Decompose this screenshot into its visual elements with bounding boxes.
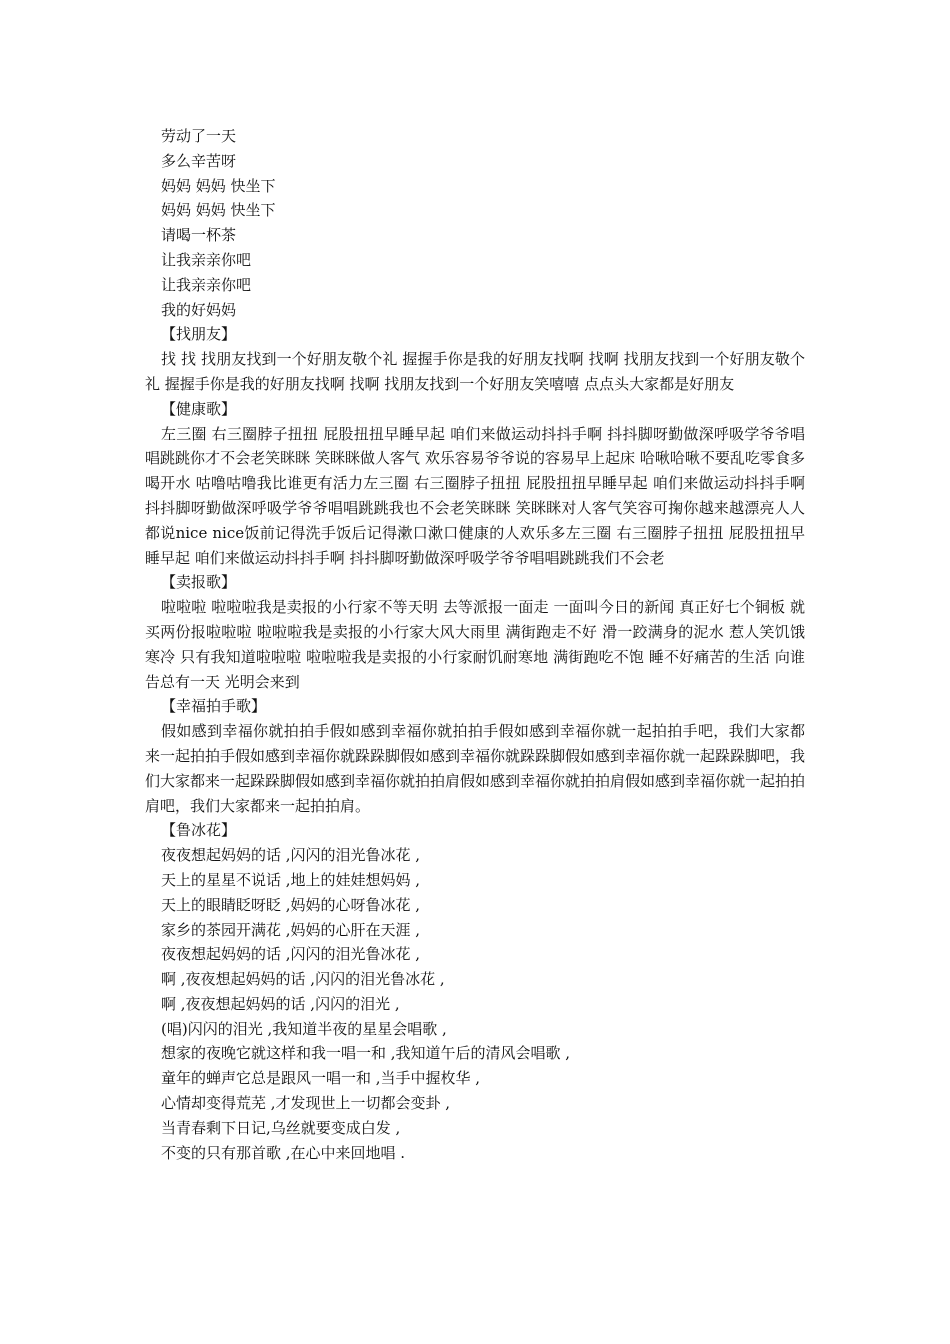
song-title: 【健康歌】 [161,399,237,418]
poem-line: 多么辛苦呀 [161,151,237,170]
lyric-line: (唱)闪闪的泪光 ,我知道半夜的星星会唱歌 , [161,1019,447,1038]
song-lyrics: 啦啦啦 啦啦啦我是卖报的小行家不等天明 去等派报一面走 一面叫今日的新闻 真正好七个铜板 就买两份报啦啦啦 啦啦啦我是卖报的小行家大风大雨里 满街跑走不好 滑一跤满身的泥水 惹人笑饥饿寒冷 只有我知道啦啦啦 啦啦啦我是卖报的小行家耐饥耐寒地 满街跑吃不饱 睡不好痛苦的生活 向谁告总有一天 光明会来到 [145,598,805,691]
song-newspaper [145,570,805,694]
poem-line: 妈妈 妈妈 快坐下 [161,176,276,195]
song-lyrics: 找 找 找朋友找到一个好朋友敬个礼 握握手你是我的好朋友找啊 找啊 找朋友找到一个好朋友敬个礼 握握手你是我的好朋友找啊 找啊 找朋友找到一个好朋友笑嘻嘻 点点头大家都是好朋友 [145,350,805,393]
song-happy-clap [145,694,805,818]
song-title: 【鲁冰花】 [161,821,237,840]
lyric-line: 想家的夜晚它就这样和我一唱一和 ,我知道午后的清风会唱歌 , [161,1044,571,1063]
lyric-line: 天上的星星不说话 ,地上的娃娃想妈妈 , [161,870,421,889]
intro-poem [145,124,805,322]
song-title: 【卖报歌】 [161,573,237,592]
lyric-line: 啊 ,夜夜想起妈妈的话 ,闪闪的泪光 , [161,994,400,1013]
lyric-line: 天上的眼睛眨呀眨 ,妈妈的心呀鲁冰花 , [161,895,421,914]
document-page [145,124,805,1165]
lyric-line: 童年的蝉声它总是跟风一唱一和 ,当手中握枚华 , [161,1069,481,1088]
poem-line: 让我亲亲你吧 [161,250,252,269]
lyric-line: 当青春剩下日记,乌丝就要变成白发 , [161,1118,401,1137]
lyric-line: 啊 ,夜夜想起妈妈的话 ,闪闪的泪光鲁冰花 , [161,970,445,989]
song-lyrics: 左三圈 右三圈脖子扭扭 屁股扭扭早睡早起 咱们来做运动抖抖手啊 抖抖脚呀勤做深呼吸学爷爷唱唱跳跳你才不会老笑眯眯 笑眯眯做人客气 欢乐容易爷爷说的容易早上起床 哈啾哈啾不要乱吃零食多喝开水 咕噜咕噜我比谁更有活力左三圈 右三圈脖子扭扭 屁股扭扭早睡早起 咱们来做运动抖抖手啊 抖抖脚呀勤做深呼吸学爷爷唱唱跳跳我也不会老笑眯眯 笑眯眯对人客气笑容可掬你越来越漂亮人人都说nice nice饭前记得洗手饭后记得漱口漱口健康的人欢乐多左三圈 右三圈脖子扭扭 屁股扭扭早睡早起 咱们来做运动抖抖手啊 抖抖脚呀勤做深呼吸学爷爷唱唱跳跳我们不会老 [145,424,805,567]
poem-line: 让我亲亲你吧 [161,275,252,294]
lyric-line: 不变的只有那首歌 ,在心中来回地唱 . [161,1143,406,1162]
lyric-line: 夜夜想起妈妈的话 ,闪闪的泪光鲁冰花 , [161,846,421,865]
poem-line: 劳动了一天 [161,127,237,145]
song-title: 【幸福拍手歌】 [161,697,267,716]
lyric-line: 夜夜想起妈妈的话 ,闪闪的泪光鲁冰花 , [161,945,421,964]
poem-line: 请喝一杯茶 [161,226,237,245]
song-title: 【找朋友】 [161,325,237,344]
poem-line: 妈妈 妈妈 快坐下 [161,201,276,220]
lyric-line: 心情却变得荒芜 ,才发现世上一切都会变卦 , [161,1094,451,1113]
song-lyrics: 假如感到幸福你就拍拍手假如感到幸福你就拍拍手假如感到幸福你就一起拍拍手吧，我们大家都来一起拍拍手假如感到幸福你就跺跺脚假如感到幸福你就跺跺脚假如感到幸福你就一起跺跺脚吧，我们大家都来一起跺跺脚假如感到幸福你就拍拍肩假如感到幸福你就拍拍肩假如感到幸福你就一起拍拍肩吧，我们大家都来一起拍拍肩。 [145,722,806,815]
song-health [145,397,805,571]
lyric-line: 家乡的茶园开满花 ,妈妈的心肝在天涯 , [161,920,421,939]
song-lubinghua [145,818,805,1165]
poem-line: 我的好妈妈 [161,300,237,319]
song-find-friend [145,322,805,396]
